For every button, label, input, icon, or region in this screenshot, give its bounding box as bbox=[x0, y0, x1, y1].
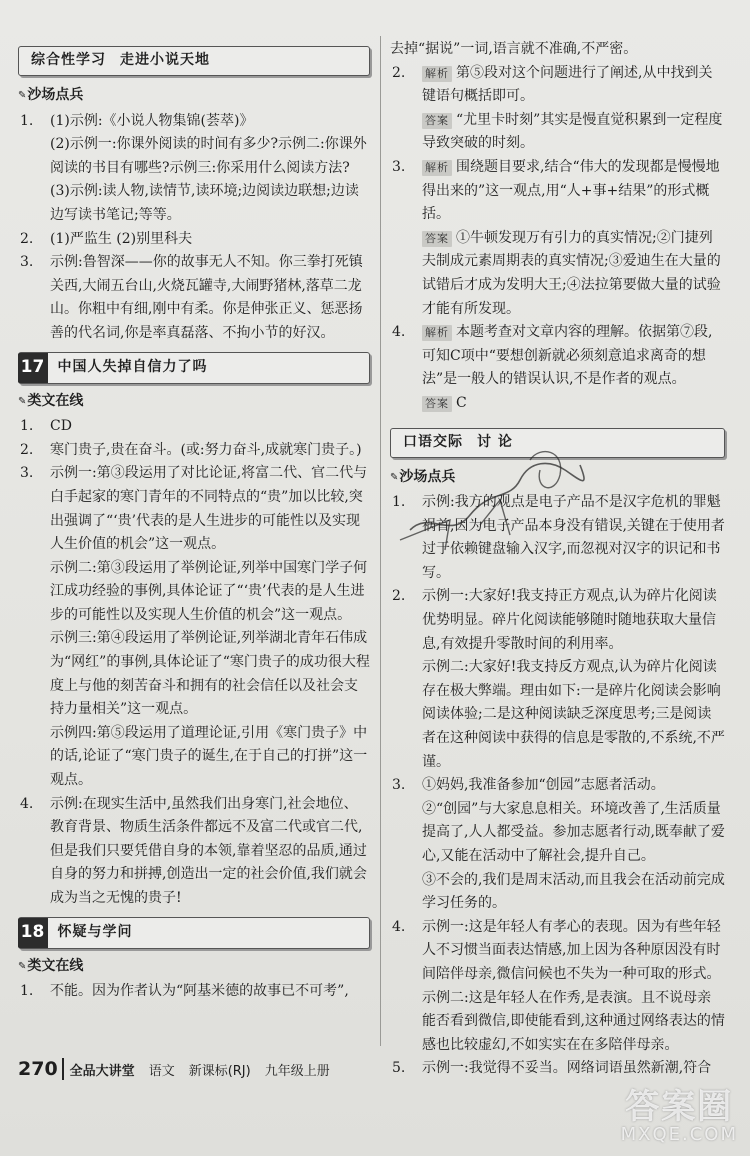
answer-item bbox=[18, 793, 370, 911]
section-title-b: 走进小说天地 bbox=[120, 52, 210, 69]
answer-item: 2. 解析 第⑤段对这个问题进行了阐述,从中找到关键语句概括即可。 bbox=[392, 64, 713, 105]
answer-text: 答案 “尤里卡时刻”其实是慢直觉积累到一定程度导致突破的时刻。 bbox=[422, 111, 723, 152]
answer-item bbox=[390, 916, 725, 987]
item-text: CD bbox=[50, 418, 72, 435]
answer-list bbox=[18, 980, 370, 1004]
section-title-a: 综合性学习 bbox=[31, 52, 106, 69]
subsection-header: ✎ 类文在线 bbox=[18, 390, 370, 414]
answer-item bbox=[18, 133, 370, 180]
answer-item bbox=[390, 656, 725, 774]
item-number: 3. bbox=[20, 254, 34, 271]
answer-item bbox=[390, 987, 725, 1058]
answer-item bbox=[18, 110, 370, 134]
item-text: ②“创园”与大家息息相关。环境改善了,生活质量提高了,人人都受益。参加志愿者行动,既奉献了爱心,又能在活动中了解社会,提升自己。 bbox=[422, 800, 725, 864]
pen-icon: ✎ bbox=[18, 395, 26, 407]
item-number: 5. bbox=[392, 1060, 406, 1077]
analysis-tag: 解析 bbox=[422, 66, 452, 82]
answer-item bbox=[390, 585, 725, 656]
answer-item bbox=[18, 627, 370, 721]
answer-tag: 答案 bbox=[422, 231, 452, 247]
item-number: 1. bbox=[20, 983, 34, 1000]
answer-item bbox=[18, 722, 370, 793]
page-number: 270 bbox=[18, 1058, 58, 1080]
item-text: (1)严监生 (2)别里科夫 bbox=[50, 230, 193, 247]
item-text: 示例:鲁智深——你的故事无人不知。你三拳打死镇关西,大闹五台山,火烧瓦罐寺,大闹野猪林,落草二龙山。你粗中有细,刚中有柔。你是伸张正义、惩恶扬善的代名词,你是率真磊落、不拘小节的好汉。 bbox=[50, 254, 363, 341]
item-number bbox=[390, 798, 422, 869]
item-text: ③不会的,我们是周末活动,而且我会在活动前完成学习任务的。 bbox=[422, 871, 725, 912]
subject-label: 语文 bbox=[148, 1063, 175, 1079]
subsection-header: ✎ 沙场点兵 bbox=[18, 84, 370, 108]
item-number: 3. bbox=[392, 777, 406, 794]
item-text: 示例四:第⑤段运用了道理论证,引用《寒门贵子》中的话,论证了“寒门贵子的诞生,在于自己的打拼”这一观点。 bbox=[50, 724, 368, 789]
answer-item bbox=[18, 439, 370, 463]
answer-item: 3. 解析 围绕题目要求,结合“伟大的发现都是慢慢地得出来的”这一观点,用“人+事+结果”的形式概括。 bbox=[392, 158, 720, 223]
answer-tag: 答案 bbox=[422, 113, 452, 129]
item-number bbox=[390, 656, 422, 774]
section-title-a: 口语交际 bbox=[403, 433, 463, 450]
pen-icon: ✎ bbox=[18, 90, 26, 101]
item-text: (3)示例:读人物,读情节,读环境;边阅读边联想;边读边写读书笔记;等等。 bbox=[50, 183, 359, 223]
footer-divider bbox=[62, 1058, 64, 1080]
pen-icon: ✎ bbox=[390, 471, 398, 483]
left-column bbox=[18, 40, 370, 1004]
item-text: 示例一:我觉得不妥当。网络词语虽然新潮,符合 bbox=[422, 1060, 712, 1077]
book-title: 全品大讲堂 bbox=[69, 1063, 135, 1079]
answer-item bbox=[18, 415, 370, 439]
item-number: 1. bbox=[392, 494, 406, 511]
edition-label: 新课标(RJ) bbox=[188, 1063, 251, 1079]
item-number bbox=[390, 987, 422, 1058]
subsection-header: ✎ 类文在线 bbox=[18, 955, 370, 979]
item-number: 4. bbox=[20, 795, 34, 812]
item-text: (2)示例一:你课外阅读的时间有多少?示例二:你课外阅读的书目有哪些?示例三:你采用什么阅读方法? bbox=[50, 136, 367, 176]
page-footer bbox=[18, 1058, 730, 1080]
answer-item: 4. 解析 本题考查对文章内容的理解。依据第⑦段,可知C项中“要想创新就必须刻意追求离奇的想法”是一般人的错误认识,不是作者的观点。 bbox=[392, 324, 713, 388]
answer-item bbox=[18, 180, 370, 227]
item-number: 2. bbox=[20, 441, 34, 458]
answer-item bbox=[390, 774, 725, 798]
item-number: 1. bbox=[20, 112, 34, 129]
item-number: 1. bbox=[20, 418, 34, 435]
section-header-18 bbox=[18, 917, 370, 949]
answer-list bbox=[390, 491, 725, 1081]
answer-text: 答案 C bbox=[390, 392, 725, 416]
handwritten-scribble bbox=[390, 440, 610, 560]
lesson-title: 怀疑与学问 bbox=[57, 923, 133, 940]
item-number: 2. bbox=[392, 588, 406, 605]
answer-tag: 答案 bbox=[422, 396, 452, 412]
item-text: 示例二:第③段运用了举例论证,列举中国寒门学子何江成功经验的事例,具体论证了“‘贵’代表的是人生进步的可能性以及实现人生价值的机会”这一观点。 bbox=[50, 559, 368, 623]
column-divider bbox=[380, 36, 381, 1046]
lesson-number-badge: 17 bbox=[18, 353, 48, 383]
grade-label: 九年级上册 bbox=[264, 1063, 330, 1079]
answer-list bbox=[18, 110, 370, 346]
item-number bbox=[18, 627, 50, 721]
answer-item bbox=[18, 462, 370, 556]
section-header-17 bbox=[18, 352, 370, 384]
subsection-header: ✎ 沙场点兵 bbox=[390, 466, 725, 490]
item-text: 寒门贵子,贵在奋斗。(或:努力奋斗,成就寒门贵子。) bbox=[50, 441, 362, 458]
item-text: 不能。因为作者认为“阿基米德的故事已不可考”, bbox=[50, 983, 349, 1000]
item-number bbox=[18, 180, 50, 227]
item-text: 示例三:第④段运用了举例论证,列举湖北青年石伟成为“网红”的事例,具体论证了“寒门贵子的成功很大程度上与他的刻苦奋斗和拥有的社会信任以及社会支持力量相关”这一观点。 bbox=[50, 630, 370, 718]
item-number: 2. bbox=[20, 230, 34, 247]
analysis-tag: 解析 bbox=[422, 160, 452, 176]
item-text: 示例一:大家好!我支持正方观点,认为碎片化阅读优势明显。碎片化阅读能够随时随地获取大量信息,有效提升零散时间的利用率。 bbox=[422, 588, 717, 652]
watermark-logo: 答案圈 MXQE.COM bbox=[620, 1087, 738, 1145]
answer-item bbox=[390, 869, 725, 916]
answer-item bbox=[390, 798, 725, 869]
item-number bbox=[18, 722, 50, 793]
item-number bbox=[18, 557, 50, 628]
item-text: 示例:在现实生活中,虽然我们出身寒门,社会地位、教育背景、物质生活条件都远不及富二代或官二代,但是我们只要凭借自身的本领,靠着坚忍的品质,通过自身的努力和拼搏,创造出一定的社会价值,我们就会成为当之无愧的贵子! bbox=[50, 795, 367, 906]
analysis-tag: 解析 bbox=[422, 325, 452, 341]
item-number: 3. bbox=[20, 465, 34, 482]
lesson-number-badge: 18 bbox=[18, 918, 48, 948]
item-text: 示例一:这是年轻人有孝心的表现。因为有些年轻人不习惯当面表达情感,加上因为各种原因没有时间陪伴母亲,微信问候也不失为一种可取的形式。 bbox=[422, 918, 721, 982]
continued-text: 去掉“据说”一词,语言就不准确,不严密。 bbox=[390, 41, 638, 57]
item-number bbox=[18, 133, 50, 180]
item-text: 示例二:这是年轻人在作秀,是表演。且不说母亲能否看到微信,即使能看到,这种通过网络表达的情感也比较虚幻,不如实实在在多陪伴母亲。 bbox=[422, 989, 725, 1053]
pen-icon: ✎ bbox=[18, 960, 26, 972]
answer-list bbox=[18, 415, 370, 910]
item-text: 示例:我方的观点是电子产品不是汉字危机的罪魁祸首,因为电子产品本身没有错误,关键在于使用者过于依赖键盘输入汉字,而忽视对汉字的识记和书写。 bbox=[422, 494, 725, 581]
item-text: 示例一:第③段运用了对比论证,将富二代、官二代与白手起家的寒门青年的不同特点的“贵”加以比较,突出强调了“‘贵’代表的是人生进步的可能性以及实现人生价值的机会”这一观点。 bbox=[50, 465, 368, 553]
item-text: ①妈妈,我准备参加“创园”志愿者活动。 bbox=[422, 777, 665, 794]
answer-text: 答案 ①牛顿发现万有引力的真实情况;②门捷列夫制成元素周期表的真实情况;③爱迪生在大量的试错后才成为发明大王;④法拉第要做大量的试验才能有所发现。 bbox=[422, 229, 721, 317]
item-text: 示例二:大家好!我支持反方观点,认为碎片化阅读存在极大弊端。理由如下:一是碎片化阅读会影响阅读体验;二是这种阅读缺乏深度思考;三是阅读者在这种阅读中获得的信息是零散的,不系统,不严谨。 bbox=[422, 659, 725, 770]
answer-item bbox=[18, 557, 370, 628]
item-number bbox=[390, 869, 422, 916]
answer-item bbox=[18, 228, 370, 252]
lesson-title: 中国人失掉自信力了吗 bbox=[57, 358, 208, 375]
answer-item bbox=[18, 251, 370, 345]
section-title-b: 讨 论 bbox=[477, 433, 513, 450]
section-header-comprehensive bbox=[18, 46, 370, 76]
item-number: 4. bbox=[392, 918, 406, 935]
item-text: (1)示例:《小说人物集锦(荟萃)》 bbox=[50, 112, 254, 129]
answer-item bbox=[18, 980, 370, 1004]
